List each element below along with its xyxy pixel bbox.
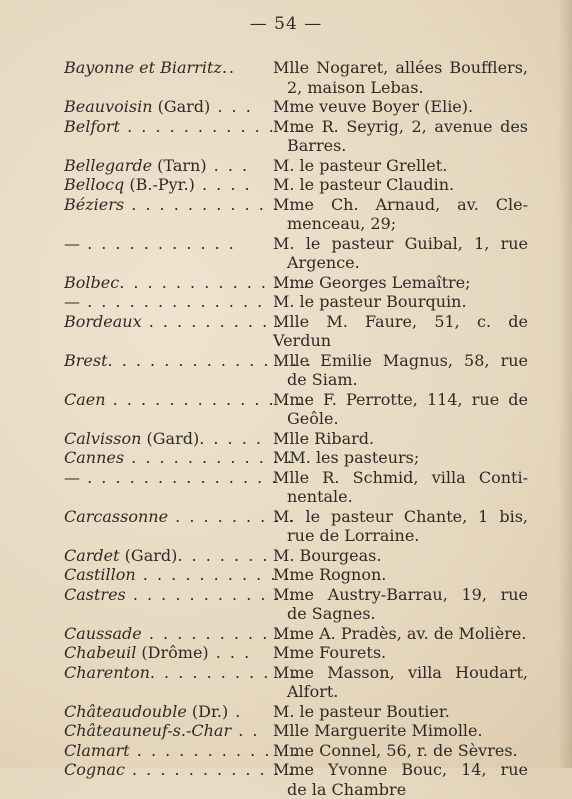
place-label: Bordeaux (64, 312, 142, 331)
directory-entry (0, 760, 572, 799)
leader-dots: . . . . . . . . . . . . . . (119, 273, 310, 292)
contact-line: de Sagnes. (273, 604, 528, 624)
contact-text (273, 312, 528, 351)
page-edge-shadow (558, 0, 572, 768)
contact-text (273, 565, 528, 585)
leader-dots: . . . . . . . . . . . . (125, 760, 295, 779)
leader-dots: . (228, 702, 242, 721)
leader-dots: . . . . . . . . . . . (142, 624, 298, 643)
leader-dots: . . . . (195, 175, 252, 194)
place-label: Belfort (64, 117, 120, 136)
place-label: Beauvoisin (64, 97, 153, 116)
place-label: Caen (64, 390, 106, 409)
place-label: Calvisson (64, 429, 141, 448)
place-name (64, 292, 264, 312)
contact-line: M. le pasteur Chante, 1 bis, (273, 507, 528, 527)
contact-line: M. le pasteur Claudin. (273, 175, 528, 195)
place-name (64, 741, 264, 761)
contact-text (273, 585, 528, 624)
leader-dots: . . . . . . . . . . . (80, 234, 236, 253)
directory-entry (0, 195, 572, 234)
contact-line: MM. les pasteurs; (273, 448, 528, 468)
contact-text (273, 507, 528, 546)
contact-line: M. le pasteur Bourquin. (273, 292, 528, 312)
place-label: Chabeuil (64, 643, 136, 662)
directory-entry (0, 643, 572, 663)
place-name (64, 721, 264, 741)
place-name (64, 117, 264, 137)
directory-entry (0, 292, 572, 312)
directory-entry (0, 565, 572, 585)
leader-dots: . . . (207, 156, 250, 175)
leader-dots: . . . . . . . . . . . . . (120, 117, 304, 136)
place-label: Caussade (64, 624, 142, 643)
contact-text (273, 624, 528, 644)
contact-line: Mlle Emilie Magnus, 58, rue (273, 351, 528, 371)
leader-dots: . . (231, 721, 259, 740)
contact-line: Mme Yvonne Bouc, 14, rue (273, 760, 528, 780)
leader-dots: . . . . . . . . . . . . (130, 741, 300, 760)
place-label: Clamart (64, 741, 130, 760)
contact-line: menceau, 29; (273, 214, 528, 234)
place-name (64, 546, 264, 566)
place-label: — (64, 234, 80, 253)
contact-line: M. le pasteur Grellet. (273, 156, 528, 176)
contact-line: Mme A. Pradès, av. de Molière. (273, 624, 528, 644)
contact-text (273, 117, 528, 156)
place-qualifier: (Gard) (153, 97, 211, 116)
place-name (64, 234, 264, 254)
place-label: Bellegarde (64, 156, 152, 175)
directory-entry (0, 175, 572, 195)
contact-text (273, 58, 528, 97)
contact-line: Mlle M. Faure, 51, c. de Verdun (273, 312, 528, 351)
contact-line: rue de Lorraine. (273, 526, 528, 546)
place-label: Carcassonne (64, 507, 168, 526)
directory-entry (0, 156, 572, 176)
place-name (64, 643, 264, 663)
leader-dots: .. (222, 58, 236, 77)
leader-dots: . . . . . . . . . . . . . (80, 292, 264, 311)
directory-entry (0, 721, 572, 741)
contact-line: Mme Fourets. (273, 643, 528, 663)
contact-text (273, 448, 528, 468)
contact-text (273, 468, 528, 507)
directory-entry (0, 702, 572, 722)
directory-entry (0, 351, 572, 390)
contact-text (273, 292, 528, 312)
leader-dots: . . . . . . . . . . . . . . (80, 468, 278, 487)
place-label: Cannes (64, 448, 124, 467)
contact-text (273, 97, 528, 117)
place-label: Cardet (64, 546, 120, 565)
place-label: Castres (64, 585, 126, 604)
place-name (64, 351, 264, 371)
contact-text (273, 273, 528, 293)
place-name (64, 468, 264, 488)
place-name (64, 565, 264, 585)
place-name (64, 58, 264, 78)
page-number: — 54 — (0, 14, 572, 34)
contact-text (273, 760, 528, 799)
place-qualifier: (Dr.) (187, 702, 228, 721)
directory-entry (0, 312, 572, 351)
contact-text (273, 175, 528, 195)
place-name (64, 507, 264, 527)
place-name (64, 702, 264, 722)
place-name (64, 195, 264, 215)
place-label: Cognac (64, 760, 125, 779)
contact-line: nentale. (273, 487, 528, 507)
contact-line: M. Bourgeas. (273, 546, 528, 566)
contact-line: Mlle Ribard. (273, 429, 528, 449)
place-qualifier: (Tarn) (152, 156, 207, 175)
place-name (64, 175, 264, 195)
directory-entry (0, 448, 572, 468)
directory-entry (0, 585, 572, 624)
leader-dots: . . . (210, 97, 253, 116)
leader-dots: . . . . . . . . . . . . . . (106, 390, 304, 409)
leader-dots: . . . . . . . (177, 546, 269, 565)
leader-dots: . . . . . . . . . . (142, 312, 284, 331)
contact-line: 2, maison Lebas. (273, 78, 528, 98)
place-qualifier: (Gard) (141, 429, 199, 448)
contact-text (273, 234, 528, 273)
contact-line: Mme R. Seyrig, 2, avenue des (273, 117, 528, 137)
place-name (64, 273, 264, 293)
leader-dots: . . . . . . . . . . . (136, 565, 292, 584)
directory-entry (0, 468, 572, 507)
place-qualifier: (B.-Pyr.) (124, 175, 195, 194)
directory-entry (0, 741, 572, 761)
place-label: Charenton (64, 663, 150, 682)
contact-line: de Siam. (273, 370, 528, 390)
place-label: Châteaudouble (64, 702, 187, 721)
contact-line: Mme Ch. Arnaud, av. Cle- (273, 195, 528, 215)
leader-dots: . . . (209, 643, 252, 662)
place-name (64, 663, 264, 683)
place-name (64, 156, 264, 176)
place-label: Bayonne et Biarritz (64, 58, 222, 77)
directory-entry (0, 624, 572, 644)
place-name (64, 760, 264, 780)
contact-line: M. le pasteur Boutier. (273, 702, 528, 722)
contact-text (273, 741, 528, 761)
leader-dots: . . . . . (199, 429, 263, 448)
contact-line: Mlle Marguerite Mimolle. (273, 721, 528, 741)
directory-entry (0, 117, 572, 156)
directory-entry (0, 429, 572, 449)
directory-entry (0, 58, 572, 97)
contact-text (273, 546, 528, 566)
place-label: Béziers (64, 195, 124, 214)
contact-line: de la Chambre (273, 780, 528, 799)
contact-text (273, 721, 528, 741)
place-label: Brest (64, 351, 108, 370)
directory-entry (0, 507, 572, 546)
place-label: — (64, 468, 80, 487)
leader-dots: . . . . . . . . . . . (124, 195, 280, 214)
leader-dots: . . . . . . . . . . . . . . . (108, 351, 314, 370)
directory-entry (0, 97, 572, 117)
contact-line: Mlle R. Schmid, villa Conti- (273, 468, 528, 488)
directory-entry (0, 234, 572, 273)
place-name (64, 390, 264, 410)
contact-text (273, 195, 528, 234)
place-name (64, 312, 264, 332)
contact-text (273, 702, 528, 722)
place-label: Châteauneuf-s.-Char (64, 721, 231, 740)
directory-entry (0, 663, 572, 702)
leader-dots: . . . . . . . . . (168, 507, 296, 526)
place-name (64, 448, 264, 468)
place-label: — (64, 292, 80, 311)
contact-line: M. le pasteur Guibal, 1, rue (273, 234, 528, 254)
place-qualifier: (Gard) (120, 546, 178, 565)
contact-line: Mme Masson, villa Houdart, (273, 663, 528, 683)
place-label: Bolbec (64, 273, 119, 292)
place-name (64, 585, 264, 605)
contact-text (273, 429, 528, 449)
leader-dots: . . . . . . . . . . . . (124, 448, 294, 467)
contact-line: Mlle Nogaret, allées Boufflers, (273, 58, 528, 78)
contact-line: Mme Austry-Barrau, 19, rue (273, 585, 528, 605)
leader-dots: . . . . . . . . . . . (150, 663, 299, 682)
contact-text (273, 643, 528, 663)
directory-entry (0, 273, 572, 293)
contact-line: Mme Rognon. (273, 565, 528, 585)
contact-line: Geôle. (273, 409, 528, 429)
directory-entry (0, 390, 572, 429)
place-name (64, 429, 264, 449)
contact-line: Mme Georges Lemaître; (273, 273, 528, 293)
contact-line: Mme Connel, 56, r. de Sèvres. (273, 741, 528, 761)
leader-dots: . . . . . . . . . . . . (126, 585, 296, 604)
contact-line: Barres. (273, 136, 528, 156)
contact-line: Mme veuve Boyer (Elie). (273, 97, 528, 117)
contact-text (273, 390, 528, 429)
contact-line: Mme F. Perrotte, 114, rue de (273, 390, 528, 410)
place-qualifier: (Drôme) (136, 643, 208, 662)
place-label: Castillon (64, 565, 136, 584)
directory-entry (0, 546, 572, 566)
directory-list (0, 58, 572, 799)
contact-line: Alfort. (273, 682, 528, 702)
contact-text (273, 156, 528, 176)
contact-text (273, 663, 528, 702)
contact-line: Argence. (273, 253, 528, 273)
place-label: Bellocq (64, 175, 124, 194)
place-name (64, 624, 264, 644)
place-name (64, 97, 264, 117)
